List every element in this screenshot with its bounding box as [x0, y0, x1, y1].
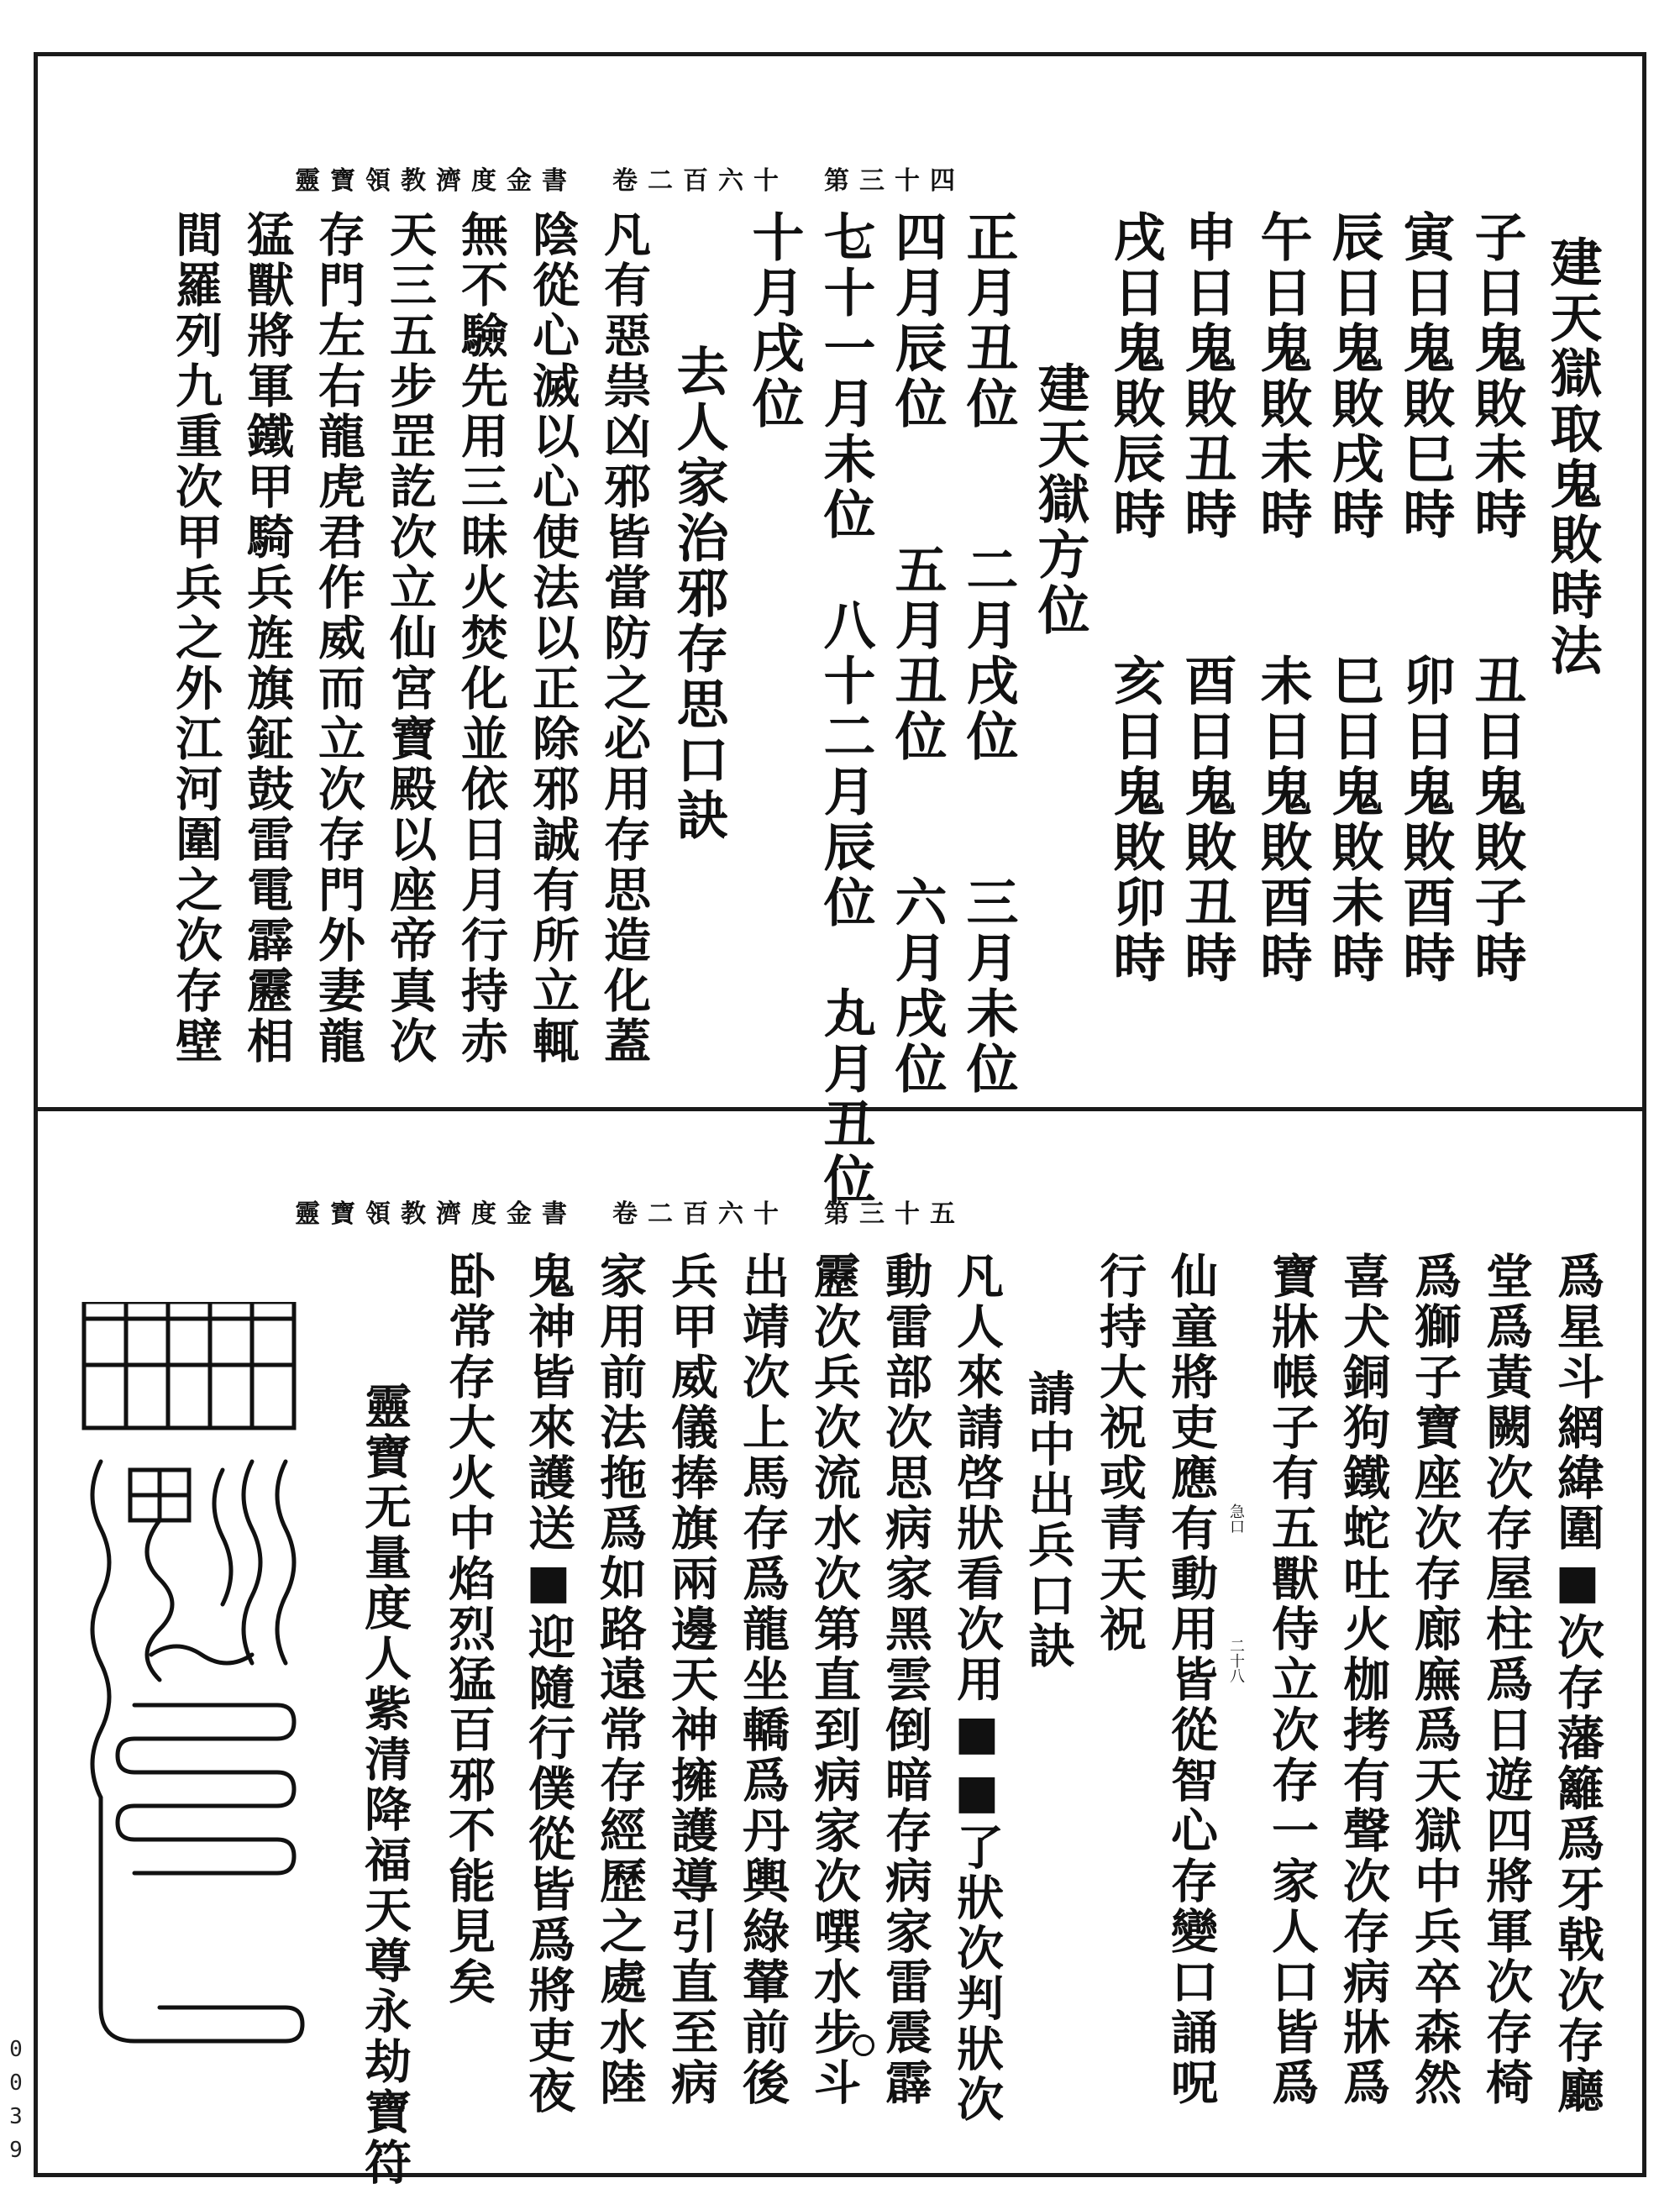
top-col-5: 午日鬼敗未時 未日鬼敗酉時 [1252, 210, 1313, 986]
top-col-14: 凡有惡祟凶邪皆當防之必用存思造化蓋 [596, 210, 652, 1067]
bottom-col-16: 卧常存大火中焰烈猛百邪不能見矣 [441, 1252, 496, 2007]
top-col-1: 建天獄取鬼敗時法 [1541, 235, 1603, 679]
top-col-9: 正月丑位 二月戌位 三月未位 [958, 210, 1019, 1097]
top-col-7: 戌日鬼敗辰時 亥日鬼敗卯時 [1105, 210, 1166, 986]
bottom-col-7: 行持大祝或青天祝 [1092, 1252, 1147, 1655]
top-col-3: 寅日鬼敗巳時 卯日鬼敗酉時 [1394, 210, 1456, 986]
top-col-18: 存門左右龍虎君作威而立次存門外妻龍 [311, 210, 366, 1067]
bottom-col-3: 爲獅子寶座次存廊廡爲天獄中兵卒森然 [1407, 1252, 1462, 2108]
bottom-col-14: 家用前法拖爲如路遠常存經歷之處水陸 [592, 1252, 648, 2108]
top-col-2: 子日鬼敗未時 丑日鬼敗子時 [1466, 210, 1527, 986]
top-panel [50, 67, 1630, 1208]
top-running-header: 靈寶領教濟度金書 卷二百六十 第三十四 [295, 166, 965, 196]
bottom-col-8: 請中出兵口訣 [1021, 1369, 1076, 1672]
bottom-col-15: 鬼神皆來護送■迎隨行僕從皆爲將吏夜 [521, 1252, 576, 2117]
top-col-8: 建天獄方位 [1029, 361, 1090, 638]
bottom-col-2: 堂爲黃闕次存屋柱爲日遊四將軍次存椅 [1478, 1252, 1534, 2108]
bottom-col-6: 仙童將吏應有動用皆從智心存變口誦呪 [1163, 1252, 1219, 2108]
circle-mark [836, 1010, 858, 1031]
bottom-col-17: 靈寶无量度人紫清降福天尊永劫寶符 [357, 1382, 412, 2188]
bottom-col-12: 出靖次上馬存爲龍坐轎爲丹輿綠輦前後 [735, 1252, 790, 2108]
top-col-17: 天三五步罡訖次立仙宮寶殿以座帝真次 [382, 210, 438, 1067]
top-col-16: 無不驗先用三昧火焚化並依日月行持赤 [454, 210, 509, 1067]
bottom-col-5: 寶牀帳子有五獸侍立次存一家人口皆爲 [1264, 1252, 1320, 2108]
bottom-running-header: 靈寶領教濟度金書 卷二百六十 第三十五 [295, 1199, 965, 1229]
bottom-col-13: 兵甲威儀捧旗兩邊天神擁護導引直至病 [664, 1252, 719, 2108]
bottom-col-1: 爲星斗網緯圍■次存藩籬爲牙戟次存廳 [1550, 1252, 1605, 2117]
talisman-seal-drawing [50, 1302, 319, 2142]
small-note-ji-kou: 急口 [1227, 1504, 1245, 1534]
top-col-15: 陰從心滅以心使法以正除邪誠有所立輒 [525, 210, 580, 1067]
top-col-10: 四月辰位 五月丑位 六月戌位 [886, 210, 948, 1097]
top-col-19: 猛獸將軍鐵甲騎兵旌旗鉦鼓雷電霹靂相 [239, 210, 295, 1067]
top-col-6: 申日鬼敗丑時 酉日鬼敗丑時 [1176, 210, 1237, 986]
bottom-col-4: 喜犬銅狗鐵蛇吐火枷拷有聲次存病牀爲 [1336, 1252, 1391, 2108]
page-digit: 3 [9, 2104, 23, 2129]
page-digit: 0 [9, 2070, 23, 2096]
bottom-col-11: 靂次兵次流水次第直到病家次噀水步斗 [806, 1252, 862, 2108]
top-col-20: 間羅列九重次甲兵之外江河圍之次存壁 [168, 210, 223, 1067]
page-digit: 0 [9, 2037, 23, 2062]
top-col-12: 十月戌位 [743, 210, 805, 432]
top-col-11: 七十一月未位 八十二月辰位 九月丑位 [815, 210, 876, 1208]
circle-mark [853, 2034, 874, 2056]
page-number [3, 2033, 29, 2167]
bottom-col-9: 凡人來請啓狀看次用■■了狀次判狀次 [949, 1252, 1005, 2125]
top-col-4: 辰日鬼敗戌時 巳日鬼敗未時 [1323, 210, 1384, 986]
page-digit: 9 [9, 2138, 23, 2163]
bottom-col-10: 動雷部次思病家黑雲倒暗存病家雷震霹 [878, 1252, 933, 2108]
small-note-page: 二十八 [1227, 1638, 1245, 1683]
top-col-13: 去人家治邪存思口訣 [668, 344, 729, 843]
circle-mark [842, 228, 864, 250]
